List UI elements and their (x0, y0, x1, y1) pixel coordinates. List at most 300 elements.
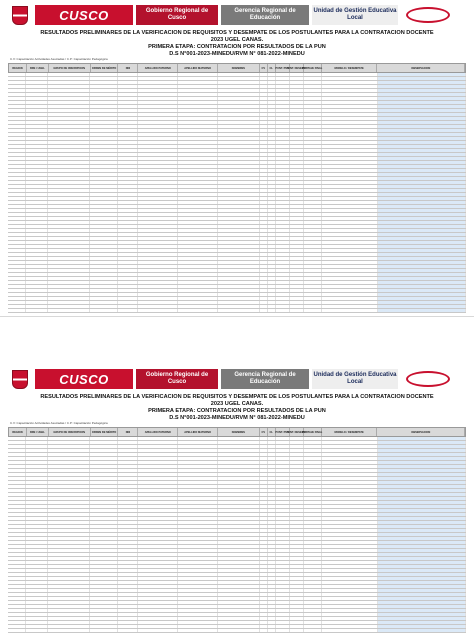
table-cell (378, 461, 466, 464)
table-cell (138, 165, 178, 168)
table-cell (218, 497, 260, 500)
table-cell (260, 197, 268, 200)
table-cell (378, 301, 466, 304)
table-cell (260, 449, 268, 452)
table-cell (378, 249, 466, 252)
table-cell (260, 285, 268, 288)
table-cell (290, 537, 304, 540)
table-cell (304, 209, 322, 212)
table-cell (322, 285, 378, 288)
table-cell (8, 497, 26, 500)
table-cell (178, 281, 218, 284)
table-cell (90, 569, 118, 572)
table-cell (8, 613, 26, 616)
table-cell (260, 489, 268, 492)
table-cell (26, 529, 48, 532)
table-cell (8, 113, 26, 116)
table-cell (90, 241, 118, 244)
table-cell (304, 217, 322, 220)
table-cell (378, 477, 466, 480)
table-cell (218, 477, 260, 480)
table-cell (290, 117, 304, 120)
table-cell (290, 201, 304, 204)
table-cell (178, 461, 218, 464)
table-cell (378, 141, 466, 144)
table-cell (290, 569, 304, 572)
table-cell (276, 305, 290, 308)
table-cell (322, 129, 378, 132)
table-cell (322, 277, 378, 280)
ugel-logo (312, 369, 398, 389)
table-cell (290, 457, 304, 460)
table-cell (268, 569, 276, 572)
peru-crest-icon (8, 5, 32, 25)
table-cell (90, 597, 118, 600)
table-cell (218, 621, 260, 624)
table-cell (90, 97, 118, 100)
table-cell (26, 597, 48, 600)
table-cell (378, 565, 466, 568)
table-cell (26, 125, 48, 128)
peru-crest-icon (8, 369, 32, 389)
table-cell (218, 269, 260, 272)
table-cell (268, 225, 276, 228)
table-cell (290, 141, 304, 144)
table-cell (218, 233, 260, 236)
table-cell (178, 285, 218, 288)
table-cell (290, 189, 304, 192)
gobierno-regional-logo: Gobierno Regional de Cusco (136, 369, 218, 389)
table-cell (218, 629, 260, 632)
table-cell (378, 161, 466, 164)
table-cell (218, 505, 260, 508)
table-cell (48, 581, 90, 584)
table-cell (276, 537, 290, 540)
table-cell (260, 521, 268, 524)
table-cell (218, 125, 260, 128)
table-cell (90, 457, 118, 460)
table-cell (322, 241, 378, 244)
table-cell (178, 493, 218, 496)
table-cell (138, 221, 178, 224)
table-cell (290, 561, 304, 564)
table-cell (26, 525, 48, 528)
table-cell (48, 169, 90, 172)
table-cell (138, 565, 178, 568)
table-cell (268, 85, 276, 88)
table-cell (118, 157, 138, 160)
table-cell (218, 569, 260, 572)
table-cell (118, 225, 138, 228)
table-cell (26, 165, 48, 168)
table-cell (378, 113, 466, 116)
column-header: DRE / UGEL (27, 428, 49, 436)
table-cell (48, 233, 90, 236)
table-cell (8, 81, 26, 84)
table-cell (48, 609, 90, 612)
table-cell (290, 281, 304, 284)
table-cell (118, 525, 138, 528)
table-cell (218, 613, 260, 616)
table-cell (268, 165, 276, 168)
table-cell (8, 73, 26, 76)
table-cell (322, 557, 378, 560)
table-cell (378, 585, 466, 588)
table-cell (276, 521, 290, 524)
table-cell (8, 549, 26, 552)
table-cell (322, 609, 378, 612)
table-cell (48, 189, 90, 192)
table-cell (304, 577, 322, 580)
table-cell (378, 101, 466, 104)
table-cell (290, 293, 304, 296)
table-cell (8, 229, 26, 232)
table-cell (178, 597, 218, 600)
table-cell (268, 269, 276, 272)
table-cell (90, 93, 118, 96)
table-cell (48, 541, 90, 544)
table-cell (178, 113, 218, 116)
table-cell (48, 129, 90, 132)
table-cell (268, 537, 276, 540)
table-cell (178, 101, 218, 104)
table-cell (178, 201, 218, 204)
document-title (40, 394, 434, 422)
table-cell (48, 141, 90, 144)
table-cell (218, 133, 260, 136)
table-cell (276, 501, 290, 504)
table-cell (90, 225, 118, 228)
table-cell (290, 145, 304, 148)
table-cell (290, 553, 304, 556)
table-cell (260, 593, 268, 596)
table-cell (138, 513, 178, 516)
column-header: PUNT. PUN (276, 64, 290, 72)
table-cell (276, 585, 290, 588)
table-cell (290, 501, 304, 504)
table-cell (26, 513, 48, 516)
table-cell (304, 165, 322, 168)
table-cell (90, 285, 118, 288)
table-cell (268, 245, 276, 248)
title-line-3: D.S N°001-2023-MINEDU/RVM N° 081-2022-MINEDU (169, 51, 305, 57)
table-cell (138, 269, 178, 272)
table-cell (378, 517, 466, 520)
table-cell (268, 625, 276, 628)
table-cell (276, 517, 290, 520)
table-cell (8, 161, 26, 164)
table-cell (304, 117, 322, 120)
table-cell (138, 517, 178, 520)
table-cell (304, 561, 322, 564)
table-cell (218, 113, 260, 116)
table-cell (322, 177, 378, 180)
table-cell (48, 105, 90, 108)
table-cell (178, 109, 218, 112)
table-cell (260, 73, 268, 76)
table-cell (290, 85, 304, 88)
table-cell (118, 453, 138, 456)
table-cell (178, 241, 218, 244)
table-cell (118, 457, 138, 460)
legend-note: C.V: Capacitación Actividades Asociadas / C.P: Capacitación Pedagógica (10, 57, 108, 61)
table-cell (290, 213, 304, 216)
table-cell (304, 581, 322, 584)
table-cell (8, 85, 26, 88)
table-cell (118, 621, 138, 624)
table-cell (268, 201, 276, 204)
table-cell (118, 445, 138, 448)
table-cell (276, 237, 290, 240)
table-cell (290, 593, 304, 596)
table-cell (268, 453, 276, 456)
table-cell (260, 509, 268, 512)
table-cell (260, 133, 268, 136)
table-cell (8, 601, 26, 604)
table-cell (378, 189, 466, 192)
table-cell (138, 249, 178, 252)
table-cell (178, 129, 218, 132)
table-cell (260, 105, 268, 108)
table-cell (90, 185, 118, 188)
table-cell (178, 77, 218, 80)
table-cell (322, 569, 378, 572)
table-cell (268, 297, 276, 300)
table-cell (48, 269, 90, 272)
table-cell (268, 481, 276, 484)
table-cell (48, 93, 90, 96)
table-cell (322, 301, 378, 304)
table-cell (322, 237, 378, 240)
table-cell (304, 145, 322, 148)
table-cell (276, 525, 290, 528)
table-cell (138, 509, 178, 512)
table-cell (268, 157, 276, 160)
table-cell (290, 173, 304, 176)
table-cell (276, 205, 290, 208)
table-cell (304, 285, 322, 288)
table-cell (48, 465, 90, 468)
table-cell (90, 125, 118, 128)
table-cell (322, 437, 378, 440)
table-cell (304, 177, 322, 180)
table-cell (8, 177, 26, 180)
table-cell (276, 297, 290, 300)
table-cell (218, 141, 260, 144)
table-cell (218, 253, 260, 256)
table-cell (218, 493, 260, 496)
table-cell (48, 501, 90, 504)
table-cell (378, 553, 466, 556)
table-cell (290, 465, 304, 468)
table-cell (304, 181, 322, 184)
table-cell (178, 305, 218, 308)
table-cell (322, 469, 378, 472)
table-cell (218, 445, 260, 448)
table-cell (276, 441, 290, 444)
table-cell (218, 557, 260, 560)
table-cell (138, 265, 178, 268)
table-cell (26, 469, 48, 472)
table-cell (178, 249, 218, 252)
table-cell (290, 621, 304, 624)
table-cell (290, 109, 304, 112)
table-cell (178, 441, 218, 444)
table-cell (290, 589, 304, 592)
table-cell (290, 613, 304, 616)
table-cell (260, 257, 268, 260)
table-cell (268, 521, 276, 524)
table-cell (276, 569, 290, 572)
table-cell (90, 309, 118, 312)
table-cell (276, 273, 290, 276)
table-cell (90, 133, 118, 136)
table-cell (26, 121, 48, 124)
table-cell (218, 265, 260, 268)
table-cell (138, 229, 178, 232)
table-cell (178, 245, 218, 248)
table-cell (138, 301, 178, 304)
gerencia-regional-logo: Gerencia Regional de Educación (221, 5, 309, 25)
table-cell (322, 305, 378, 308)
table-cell (8, 117, 26, 120)
table-cell (260, 477, 268, 480)
table-cell (48, 533, 90, 536)
table-cell (260, 585, 268, 588)
table-cell (290, 81, 304, 84)
table-cell (322, 577, 378, 580)
table-header (8, 427, 466, 437)
title-line-2: PRIMERA ETAPA: CONTRATACION POR RESULTADOS DE LA PUN (148, 44, 326, 50)
table-cell (276, 189, 290, 192)
table-cell (304, 557, 322, 560)
table-cell (290, 297, 304, 300)
table-cell (304, 449, 322, 452)
table-cell (276, 565, 290, 568)
table-cell (8, 125, 26, 128)
table-cell (138, 189, 178, 192)
table-cell (26, 213, 48, 216)
table-cell (48, 197, 90, 200)
table-cell (8, 501, 26, 504)
table-cell (178, 453, 218, 456)
table-cell (90, 445, 118, 448)
table-cell (260, 149, 268, 152)
table-cell (378, 253, 466, 256)
table-cell (378, 225, 466, 228)
table-cell (118, 557, 138, 560)
table-cell (304, 585, 322, 588)
table-cell (276, 221, 290, 224)
table-cell (276, 617, 290, 620)
table-cell (260, 533, 268, 536)
table-cell (218, 105, 260, 108)
table-cell (218, 117, 260, 120)
table-cell (48, 573, 90, 576)
table-cell (178, 497, 218, 500)
table-cell (118, 533, 138, 536)
table-cell (8, 105, 26, 108)
table-cell (268, 605, 276, 608)
table-cell (48, 241, 90, 244)
table-cell (276, 621, 290, 624)
table-cell (378, 185, 466, 188)
table-cell (322, 89, 378, 92)
table-cell (178, 465, 218, 468)
table-cell (118, 133, 138, 136)
table-cell (138, 209, 178, 212)
table-cell (118, 285, 138, 288)
table-cell (218, 177, 260, 180)
table-cell (304, 465, 322, 468)
table-cell (48, 309, 90, 312)
table-cell (378, 613, 466, 616)
table-cell (8, 585, 26, 588)
table-cell (26, 537, 48, 540)
table-cell (378, 177, 466, 180)
table-cell (26, 545, 48, 548)
table-cell (178, 293, 218, 296)
table-cell (48, 261, 90, 264)
table-cell (218, 617, 260, 620)
table-cell (90, 217, 118, 220)
table-cell (268, 505, 276, 508)
table-cell (218, 137, 260, 140)
table-cell (48, 505, 90, 508)
table-cell (26, 609, 48, 612)
table-cell (322, 109, 378, 112)
table-cell (218, 553, 260, 556)
table-cell (26, 441, 48, 444)
table-cell (260, 193, 268, 196)
table-cell (276, 153, 290, 156)
table-cell (90, 469, 118, 472)
table-cell (260, 229, 268, 232)
table-cell (276, 309, 290, 312)
table-cell (268, 529, 276, 532)
table-cell (26, 445, 48, 448)
table-cell (268, 517, 276, 520)
table-cell (90, 77, 118, 80)
table-cell (290, 445, 304, 448)
table-cell (90, 621, 118, 624)
table-cell (90, 121, 118, 124)
table-cell (178, 301, 218, 304)
table-cell (218, 529, 260, 532)
table-cell (276, 597, 290, 600)
table-cell (260, 625, 268, 628)
table-cell (178, 581, 218, 584)
table-cell (276, 149, 290, 152)
table-cell (304, 233, 322, 236)
table-cell (178, 93, 218, 96)
table-cell (218, 273, 260, 276)
table-cell (90, 229, 118, 232)
table-cell (138, 113, 178, 116)
table-cell (322, 617, 378, 620)
table-cell (304, 153, 322, 156)
table-cell (90, 205, 118, 208)
table-cell (260, 181, 268, 184)
table-cell (268, 213, 276, 216)
ugel-canas-emblem-icon (401, 369, 455, 389)
table-cell (268, 277, 276, 280)
table-cell (178, 85, 218, 88)
table-cell (260, 289, 268, 292)
table-cell (90, 149, 118, 152)
table-cell (178, 593, 218, 596)
table-cell (48, 449, 90, 452)
